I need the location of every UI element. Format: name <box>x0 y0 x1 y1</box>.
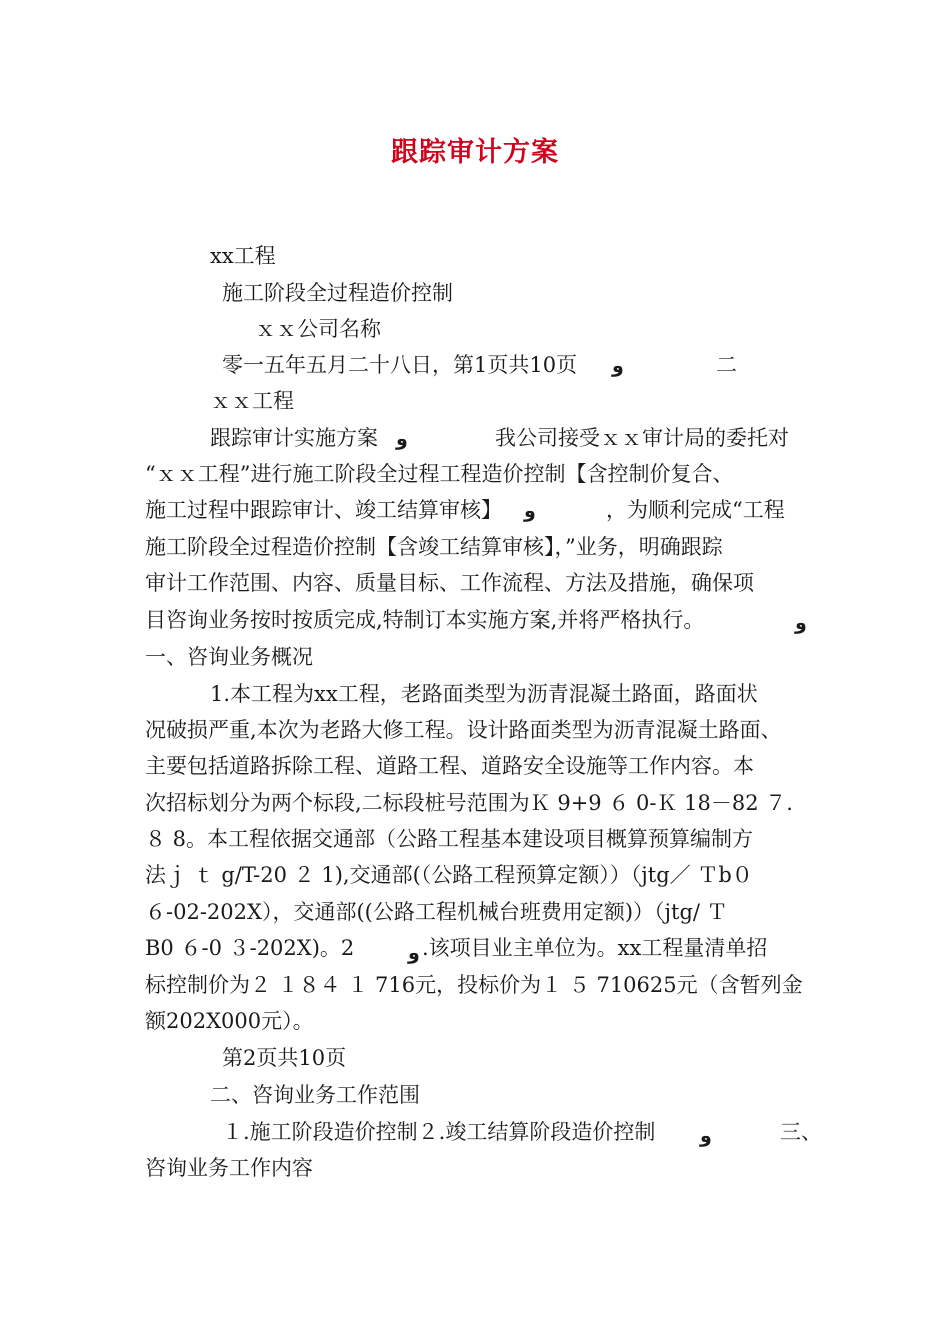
text-line: 审计工作范围、内容、质量目标、工作流程、方法及措施，确保项 <box>145 571 754 595</box>
text-line: 施工过程中跟踪审计、竣工结算审核】 <box>145 498 502 522</box>
text-line: 施工阶段全过程造价控制【含竣工结算审核】，”业务，明确跟踪 <box>145 535 723 559</box>
text-line: 主要包括道路拆除工程、道路工程、道路安全设施等工作内容。本 <box>145 754 754 778</box>
text-line: 1.本工程为xx工程，老路面类型为沥青混凝土路面，路面状 <box>210 682 758 706</box>
text-line: B0 ６-0 ３-202X)。2 <box>145 936 355 960</box>
text-line: 施工阶段全过程造价控制 <box>222 281 453 305</box>
text-line: 额202X000元）。 <box>145 1009 314 1033</box>
text-line: 二 <box>716 353 737 377</box>
page-footer: 第2页共10页 <box>222 1046 347 1070</box>
text-line: ８ 8。本工程依据交通部（公路工程基本建设项目概算预算编制方 <box>145 827 754 851</box>
text-line: 目咨询业务按时按质完成,特制订本实施方案,并将严格执行。 <box>145 608 705 632</box>
text-line: 况破损严重,本次为老路大修工程。设计路面类型为沥青混凝土路面、 <box>145 718 782 742</box>
text-line: 我公司接受ｘｘ审计局的委托对 <box>495 426 789 450</box>
paragraph-mark: ﻭ <box>408 942 420 964</box>
text-line: 零一五年五月二十八日，第1页共10页 <box>222 353 578 377</box>
text-line: 标控制价为２ １８４ １ 716元，投标价为１ ５ 710625元（含暂列金 <box>145 973 803 997</box>
text-line: 三、 <box>780 1120 822 1144</box>
section-heading: 一、咨询业务概况 <box>145 645 313 669</box>
text-line: 次招标划分为两个标段,二标段桩号范围为Ｋ 9+9 ６ 0-Ｋ 18－82 ７. <box>145 791 793 815</box>
text-line: １.施工阶段造价控制２.竣工结算阶段造价控制 <box>222 1120 656 1144</box>
text-line: ｘｘ工程 <box>210 389 294 413</box>
text-line: ，为顺利完成“工程 <box>606 498 785 522</box>
section-heading: 二、咨询业务工作范围 <box>210 1083 420 1107</box>
section-heading: 咨询业务工作内容 <box>145 1156 313 1180</box>
document-title: 跟踪审计方案 <box>391 137 559 168</box>
paragraph-mark: ﻭ <box>795 612 807 634</box>
text-line: xx工程 <box>210 244 276 268</box>
text-line: 跟踪审计实施方案 <box>210 426 378 450</box>
text-line: ｘｘ公司名称 <box>255 317 381 341</box>
text-line: “ｘｘ工程”进行施工阶段全过程工程造价控制【含控制价复合、 <box>145 462 734 486</box>
text-line: ６-02-202X），交通部((公路工程机械台班费用定额)）（jtg/ Ｔ <box>145 900 728 924</box>
text-line: 法ｊ ｔ g/T-20 ２ 1),交通部(（公路工程预算定额））（jtg／ Ｔb０ <box>145 863 753 887</box>
text-line: .该项目业主单位为。xx工程量清单招 <box>422 936 768 960</box>
paragraph-mark: ﻭ <box>612 355 624 377</box>
paragraph-mark: ﻭ <box>396 428 408 450</box>
paragraph-mark: ﻭ <box>700 1125 712 1147</box>
paragraph-mark: ﻭ <box>524 500 536 522</box>
